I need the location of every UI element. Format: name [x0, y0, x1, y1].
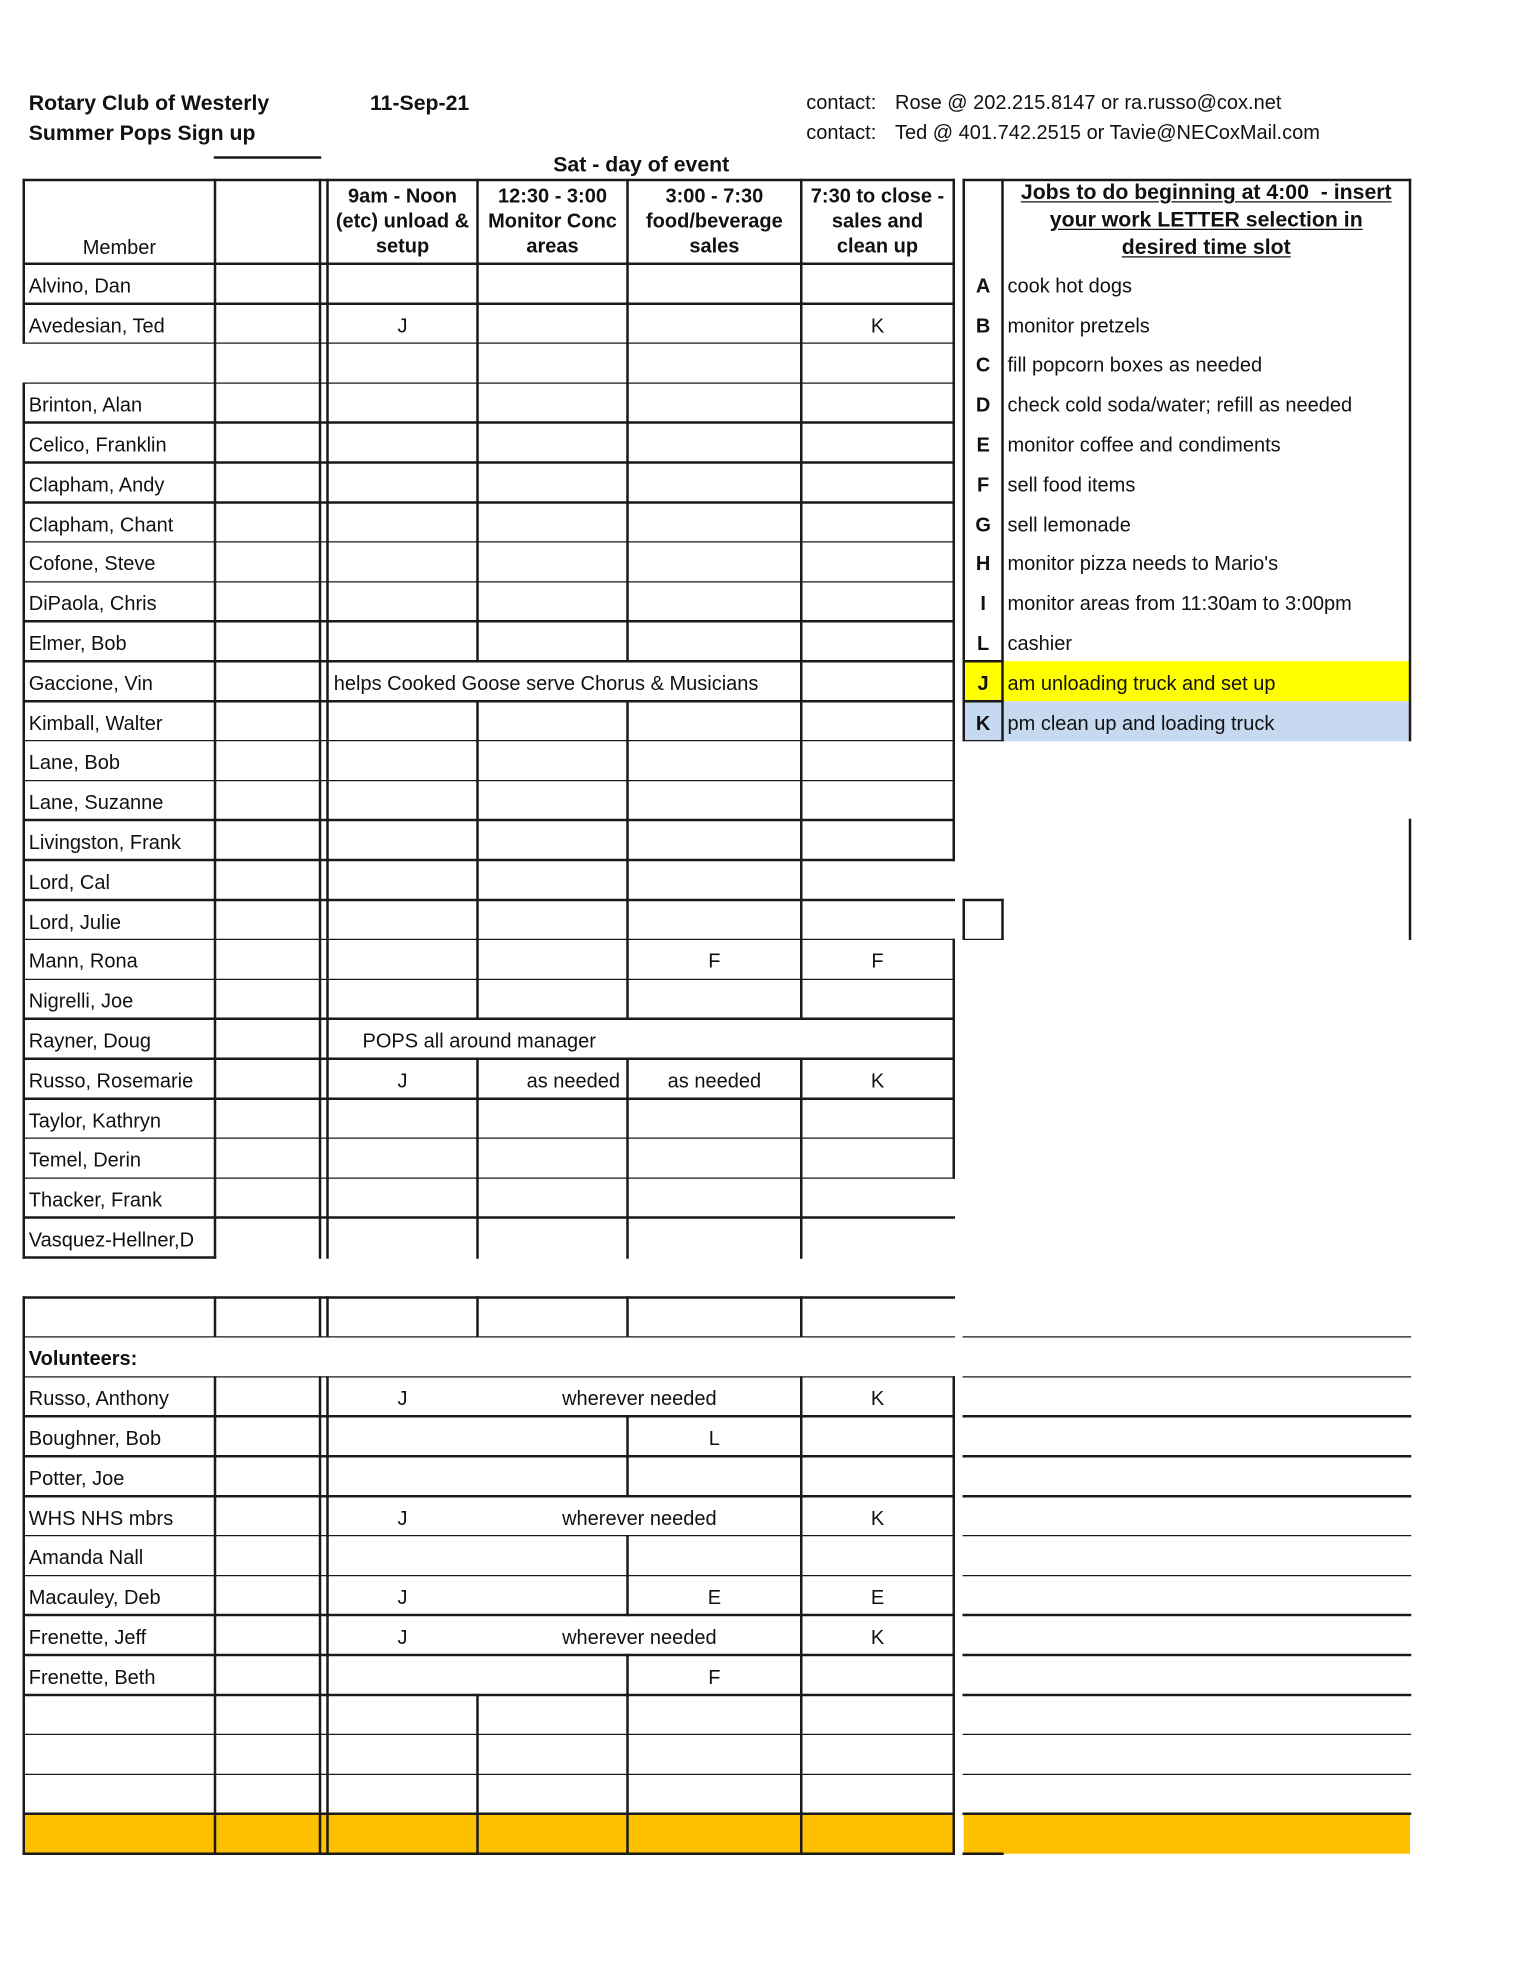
job-task: cook hot dogs: [1007, 276, 1133, 298]
slot-cell: [628, 900, 802, 940]
member-row: [0, 1059, 1530, 1099]
slot-cell: [628, 1178, 802, 1218]
job-letter: E: [976, 435, 990, 457]
member-name: Russo, Anthony: [28, 1389, 169, 1411]
member-row: [0, 780, 1530, 820]
job-item: [0, 463, 1530, 503]
event-label: Sat - day of event: [553, 152, 730, 177]
job-task: am unloading truck and set up: [1007, 673, 1276, 695]
slot-cell: [328, 820, 478, 860]
jobs-title: [1003, 179, 1411, 262]
job-item: [0, 502, 1530, 542]
slot-cell: [478, 1575, 628, 1615]
job-task: check cold soda/water; refill as needed: [1007, 395, 1353, 417]
slot-cell: F: [871, 951, 884, 974]
member-name: Celico, Franklin: [28, 435, 167, 457]
member-name: Amanda Nall: [28, 1548, 144, 1570]
slot-cell: [328, 1138, 478, 1178]
job-letter: G: [975, 514, 991, 536]
slot-header-line: Monitor Conc: [488, 211, 617, 233]
member-name: Brinton, Alan: [28, 395, 143, 417]
slot-cell: [478, 939, 628, 979]
slot-cell: E: [870, 1587, 885, 1610]
member-name: Macauley, Deb: [28, 1587, 161, 1610]
member-name: Rayner, Doug: [28, 1031, 152, 1053]
slot-cell: [801, 1456, 954, 1496]
member-name: Frenette, Jeff: [28, 1627, 147, 1649]
slot-column-header: [478, 185, 628, 260]
slot-header-line: 9am - Noon: [348, 186, 457, 208]
slot-column-header: [801, 185, 954, 260]
volunteers-label: Volunteers:: [28, 1349, 138, 1371]
slot-cell: [328, 1536, 478, 1576]
job-letter: K: [975, 713, 991, 735]
job-task: pm clean up and loading truck: [1007, 713, 1275, 735]
slot-cell: [478, 1536, 628, 1576]
jobs-title-line: your work LETTER selection in: [1049, 207, 1363, 232]
slot-cell: [628, 741, 802, 781]
member-name: Cofone, Steve: [28, 554, 156, 576]
slot-cell: [478, 1655, 628, 1695]
member-row: [0, 1178, 1530, 1218]
volunteer-row: [0, 1655, 1530, 1695]
job-letter: I: [980, 594, 986, 616]
job-task: monitor coffee and condiments: [1007, 435, 1281, 457]
member-name: Lane, Suzanne: [28, 792, 164, 815]
job-letter: D: [975, 395, 991, 417]
jobs-title-line: desired time slot: [1121, 235, 1291, 259]
slot-cell: [801, 741, 954, 781]
slot-cell: K: [870, 1071, 885, 1093]
slot-header-line: setup: [375, 236, 430, 258]
slot-cell: [328, 1098, 478, 1138]
member-name: Temel, Derin: [28, 1150, 142, 1172]
slot-header-line: clean up: [836, 236, 919, 258]
slot-cell: [628, 1218, 802, 1258]
member-name: Alvino, Dan: [28, 276, 132, 298]
job-task: monitor pretzels: [1007, 315, 1150, 338]
slot-header-line: (etc) unload &: [335, 211, 470, 233]
job-letter: H: [975, 554, 991, 576]
job-task: sell lemonade: [1007, 514, 1131, 536]
slot-cell: wherever needed: [562, 1389, 717, 1411]
slot-cell: [478, 979, 628, 1019]
slot-cell: [478, 1178, 628, 1218]
slot-cell: [478, 1416, 628, 1456]
slot-cell: [328, 780, 478, 820]
slot-cell: J: [397, 1627, 408, 1649]
slot-cell: POPS all around manager: [362, 1031, 596, 1053]
member-row: [0, 900, 1530, 940]
slot-cell: [628, 1536, 802, 1576]
member-name: Lord, Julie: [28, 912, 122, 934]
member-name: Thacker, Frank: [28, 1190, 163, 1212]
slot-cell: [328, 1416, 478, 1456]
member-row: [0, 939, 1530, 979]
slot-cell: [328, 1178, 478, 1218]
member-column-header: Member: [82, 237, 157, 259]
member-row: [0, 1019, 1530, 1059]
volunteer-row: [0, 1377, 1530, 1417]
job-task: monitor pizza needs to Mario's: [1007, 554, 1279, 576]
slot-cell: [801, 1178, 954, 1218]
member-row: [0, 1218, 1530, 1258]
job-letter: J: [977, 673, 989, 695]
slot-cell: as needed: [667, 1071, 762, 1093]
job-letter: B: [975, 315, 991, 338]
slot-cell: [328, 741, 478, 781]
slot-cell: [478, 820, 628, 860]
slot-cell: E: [707, 1587, 722, 1610]
slot-cell: K: [870, 1627, 885, 1649]
member-row: [0, 979, 1530, 1019]
job-item: [0, 661, 1530, 701]
job-item: [0, 621, 1530, 661]
slot-cell: [801, 1416, 954, 1456]
slot-cell: [478, 860, 628, 900]
job-task: sell food items: [1007, 474, 1136, 497]
job-item: [0, 343, 1530, 383]
job-item: [0, 303, 1530, 343]
slot-cell: [801, 1536, 954, 1576]
job-letter: C: [975, 355, 991, 377]
slot-cell: J: [397, 1508, 408, 1530]
slot-cell: J: [397, 1389, 408, 1411]
member-row: [0, 1098, 1530, 1138]
job-item: [0, 582, 1530, 622]
member-name: Lane, Bob: [28, 753, 120, 775]
job-letter: A: [975, 276, 991, 298]
member-name: Russo, Rosemarie: [28, 1071, 194, 1093]
volunteers-label-row: [0, 1337, 1530, 1377]
slot-cell: wherever needed: [562, 1508, 717, 1530]
slot-cell: [328, 939, 478, 979]
slot-cell: K: [870, 1389, 885, 1411]
member-name: Taylor, Kathryn: [28, 1110, 162, 1133]
contact-label: contact:: [806, 92, 877, 114]
slot-cell: [328, 1655, 478, 1695]
slot-column-header: [328, 185, 478, 260]
slot-cell: as needed: [526, 1071, 620, 1093]
contact-value: Ted @ 401.742.2515 or Tavie@NECoxMail.com: [895, 122, 1320, 144]
slot-cell: [801, 979, 954, 1019]
slot-cell: [478, 741, 628, 781]
volunteer-row: [0, 1536, 1530, 1576]
slot-cell: K: [870, 1508, 885, 1530]
member-row: [0, 1138, 1530, 1178]
slot-cell: [801, 1098, 954, 1138]
job-item: [0, 542, 1530, 582]
member-name: Nigrelli, Joe: [28, 991, 134, 1013]
volunteer-row: [0, 1416, 1530, 1456]
sheet-subtitle: Summer Pops Sign up: [28, 121, 256, 145]
member-name: Avedesian, Ted: [28, 315, 165, 338]
slot-cell: J: [397, 1071, 408, 1093]
member-name: Boughner, Bob: [28, 1428, 162, 1451]
slot-cell: [801, 820, 954, 860]
member-name: Clapham, Chant: [28, 514, 174, 536]
slot-cell: [478, 780, 628, 820]
slot-cell: [801, 780, 954, 820]
member-name: WHS NHS mbrs: [28, 1508, 174, 1530]
slot-header-line: sales: [689, 236, 740, 258]
volunteer-row: [0, 1496, 1530, 1536]
job-letter: F: [977, 474, 990, 497]
slot-cell: [628, 860, 802, 900]
slot-cell: wherever needed: [562, 1627, 717, 1649]
member-name: DiPaola, Chris: [28, 594, 157, 616]
slot-header-line: food/beverage: [646, 211, 783, 233]
slot-cell: F: [708, 1667, 721, 1689]
event-date: 11-Sep-21: [370, 91, 470, 115]
slot-cell: [801, 860, 954, 900]
member-name: Gaccione, Vin: [28, 673, 153, 695]
slot-cell: [478, 1218, 628, 1258]
slot-cell: [328, 1456, 478, 1496]
volunteer-row: [0, 1615, 1530, 1655]
slot-cell: F: [708, 951, 721, 974]
member-name: Elmer, Bob: [28, 633, 127, 656]
job-task: monitor areas from 11:30am to 3:00pm: [1007, 594, 1352, 616]
slot-cell: [801, 900, 954, 940]
slot-cell: [628, 1098, 802, 1138]
slot-cell: [801, 1655, 954, 1695]
member-name: Vasquez-Hellner,D: [28, 1230, 195, 1252]
slot-cell: [801, 1218, 954, 1258]
slot-cell: [628, 780, 802, 820]
slot-column-header: [628, 185, 802, 260]
slot-cell: [328, 979, 478, 1019]
member-name: Livingston, Frank: [28, 832, 182, 854]
member-row: [0, 741, 1530, 781]
slot-cell: [801, 1138, 954, 1178]
slot-cell: [628, 1456, 802, 1496]
slot-cell: [628, 979, 802, 1019]
member-name: Lord, Cal: [28, 872, 110, 894]
job-item: [0, 383, 1530, 423]
slot-cell: K: [870, 315, 885, 338]
job-item: [0, 701, 1530, 741]
jobs-title-line: Jobs to do beginning at 4:00 - insert: [1020, 180, 1392, 204]
job-letter: L: [977, 633, 990, 656]
slot-cell: [478, 900, 628, 940]
slot-cell: [478, 1098, 628, 1138]
contact-label: contact:: [806, 122, 877, 144]
member-row: [0, 820, 1530, 860]
slot-cell: [478, 1138, 628, 1178]
member-name: Potter, Joe: [28, 1468, 125, 1490]
volunteer-row: [0, 1456, 1530, 1496]
slot-cell: [328, 900, 478, 940]
member-name: Frenette, Beth: [28, 1667, 156, 1689]
slot-cell: [628, 1138, 802, 1178]
member-name: Clapham, Andy: [28, 474, 165, 497]
slot-cell: J: [397, 1587, 408, 1610]
slot-cell: helps Cooked Goose serve Chorus & Musicians: [333, 673, 759, 695]
slot-cell: L: [708, 1428, 720, 1451]
slot-header-line: 12:30 - 3:00: [498, 186, 607, 208]
member-name: Mann, Rona: [28, 951, 138, 974]
slot-cell: [478, 1456, 628, 1496]
slot-cell: [328, 860, 478, 900]
sheet-title: Rotary Club of Westerly: [28, 91, 270, 115]
member-row: [0, 860, 1530, 900]
slot-cell: [628, 820, 802, 860]
job-item: [0, 264, 1530, 304]
slot-cell: J: [397, 315, 408, 338]
slot-header-line: sales and: [831, 211, 924, 233]
contact-value: Rose @ 202.215.8147 or ra.russo@cox.net: [895, 92, 1282, 114]
slot-header-line: 3:00 - 7:30: [665, 186, 764, 208]
job-item: [0, 423, 1530, 463]
slot-header-line: areas: [526, 236, 579, 258]
job-task: fill popcorn boxes as needed: [1007, 355, 1263, 377]
member-name: Kimball, Walter: [28, 713, 163, 735]
slot-cell: [328, 1218, 478, 1258]
slot-header-line: 7:30 to close -: [810, 186, 945, 208]
job-task: cashier: [1007, 633, 1072, 656]
volunteer-row: [0, 1575, 1530, 1615]
